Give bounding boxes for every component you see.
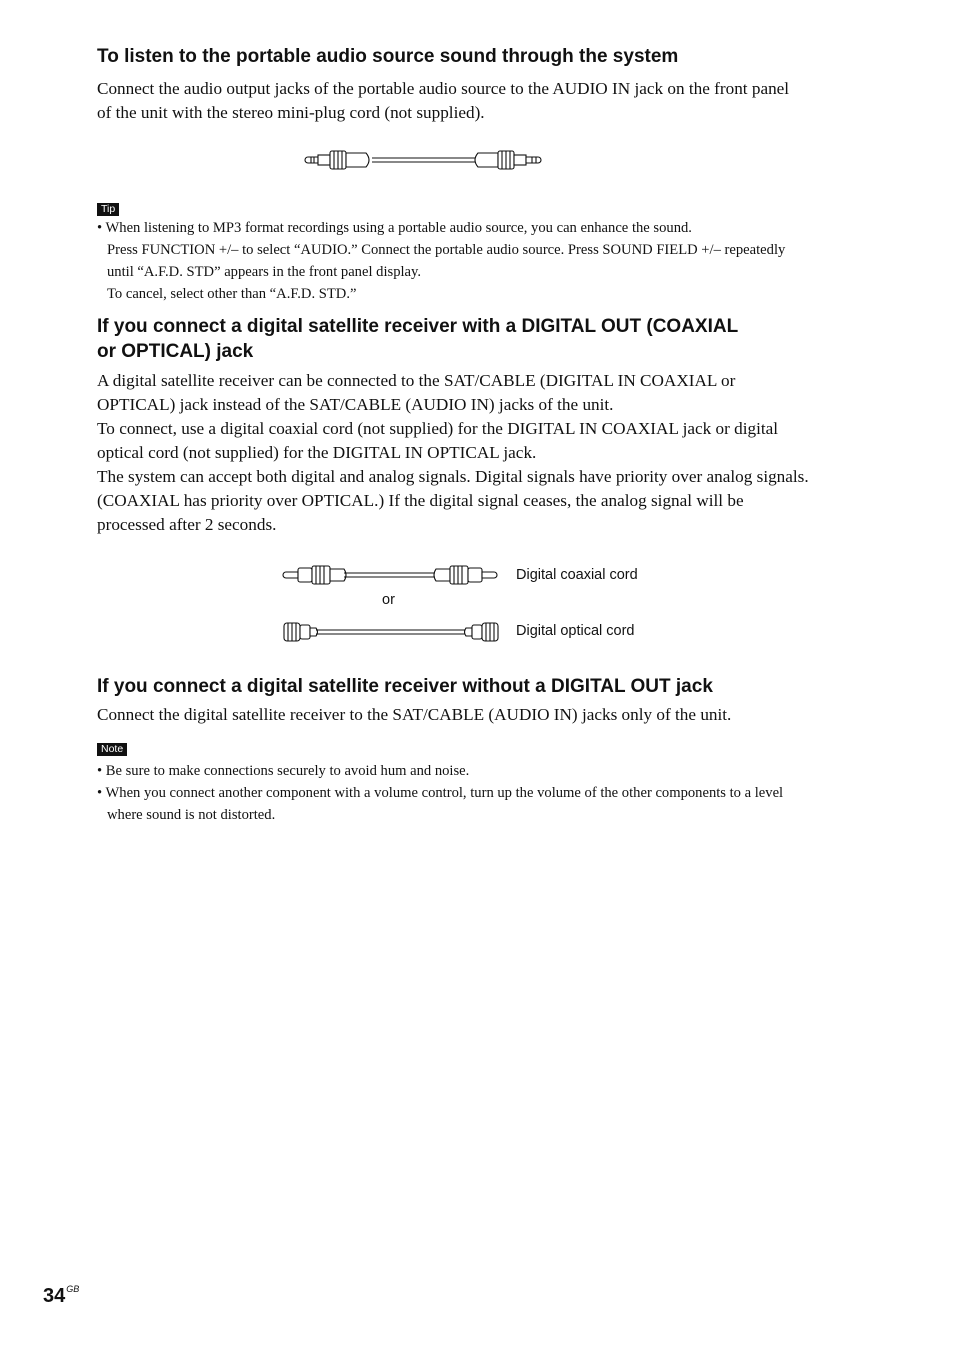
section-heading-no-digital-out: If you connect a digital satellite receiver without a DIGITAL OUT jack [97,676,713,697]
note-text [97,760,897,826]
note-badge: Note [97,743,127,756]
section-body-digital-out [97,369,897,537]
page-number-suffix: GB [66,1284,80,1294]
coaxial-cord-label: Digital coaxial cord [516,567,638,583]
heading-line: or OPTICAL) jack [97,341,254,362]
body-line: (COAXIAL has priority over OPTICAL.) If the digital signal ceases, the analog signal will be [97,491,744,510]
note-line: where sound is not distorted. [107,807,276,823]
heading-line: If you connect a digital satellite receiver with a DIGITAL OUT (COAXIAL [97,316,739,337]
body-line: optical cord (not supplied) for the DIGITAL IN OPTICAL jack. [97,443,537,462]
body-line: The system can accept both digital and analog signals. Digital signals have priority over analog signals. [97,467,809,486]
note-bullet: • Be sure to make connections securely to avoid hum and noise. [97,763,470,779]
digital-coaxial-cord-illustration [280,560,504,590]
optical-cord-label: Digital optical cord [516,623,635,639]
page-number-value: 34 [43,1285,66,1307]
body-line: of the unit with the stereo mini-plug cord (not supplied). [97,103,485,122]
page-number [43,1284,79,1308]
section-heading-digital-out [97,314,897,364]
stereo-mini-plug-cord-illustration [300,143,556,177]
note-bullet: • When you connect another component with a volume control, turn up the volume of the other components to a level [97,785,784,801]
tip-badge: Tip [97,203,119,216]
tip-bullet: • When listening to MP3 format recordings using a portable audio source, you can enhance the sound. [97,220,692,236]
body-line: processed after 2 seconds. [97,515,277,534]
digital-optical-cord-illustration [280,617,504,647]
tip-line: until “A.F.D. STD” appears in the front panel display. [107,264,422,280]
section-body-no-digital-out [97,703,897,727]
body-line: OPTICAL) jack instead of the SAT/CABLE (AUDIO IN) jacks of the unit. [97,395,614,414]
section-heading-portable-audio: To listen to the portable audio source sound through the system [97,46,679,67]
tip-text [97,217,897,305]
body-line: A digital satellite receiver can be connected to the SAT/CABLE (DIGITAL IN COAXIAL or [97,371,736,390]
body-line: Connect the digital satellite receiver to the SAT/CABLE (AUDIO IN) jacks only of the unit. [97,705,732,724]
tip-line: To cancel, select other than “A.F.D. STD.” [107,286,357,302]
tip-line: Press FUNCTION +/– to select “AUDIO.” Connect the portable audio source. Press SOUND FIELD +/– repeatedly [107,242,786,258]
body-line: Connect the audio output jacks of the portable audio source to the AUDIO IN jack on the front panel [97,79,790,98]
section-body-portable-audio [97,77,897,125]
body-line: To connect, use a digital coaxial cord (not supplied) for the DIGITAL IN COAXIAL jack or digital [97,419,779,438]
or-label: or [382,592,395,608]
